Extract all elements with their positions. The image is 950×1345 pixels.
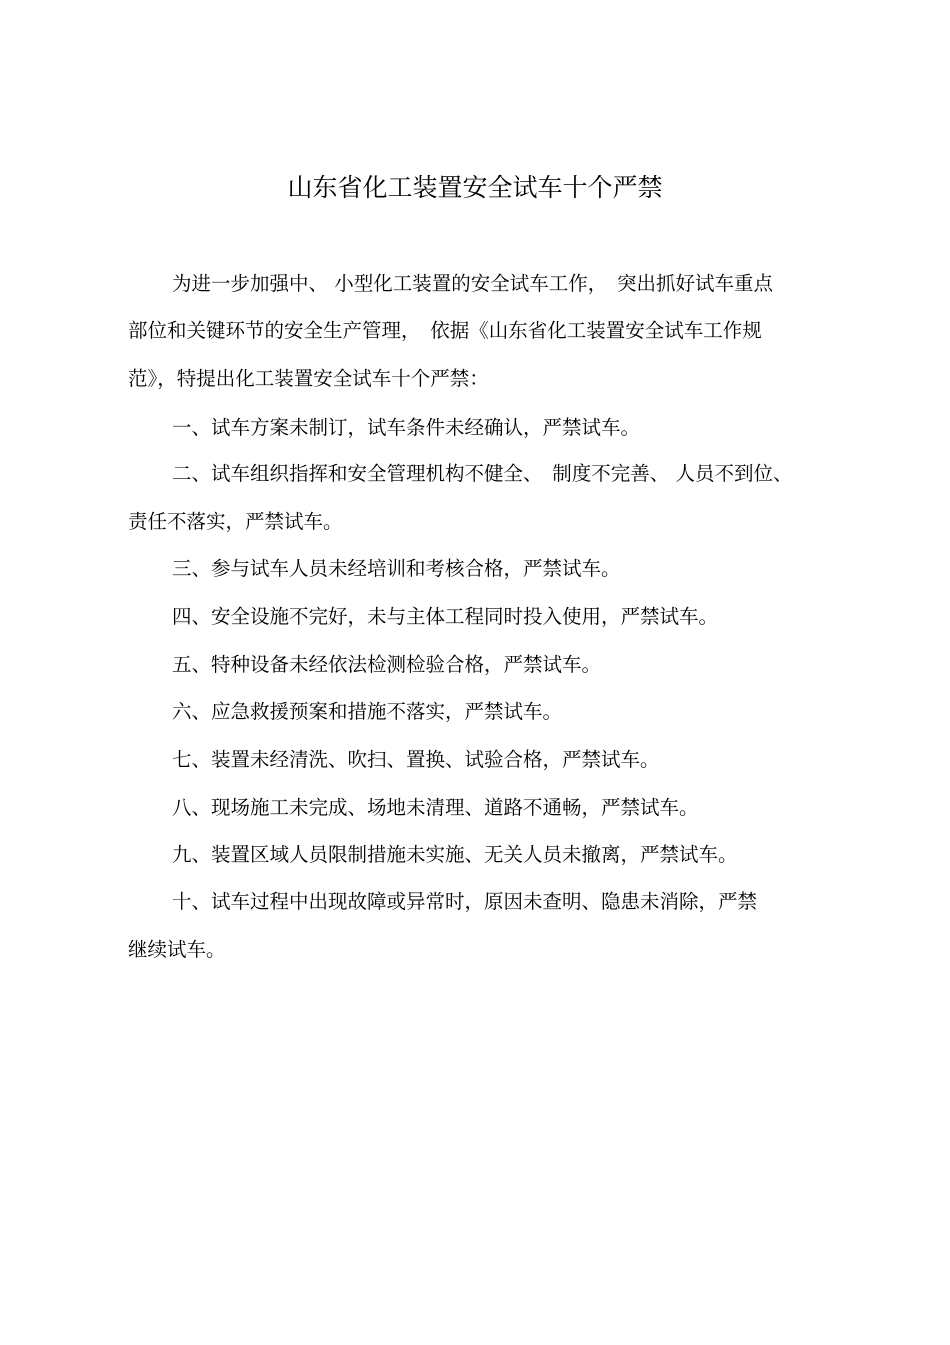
rule-item-5: 五、特种设备未经依法检测检验合格，严禁试车。 bbox=[172, 653, 602, 676]
rule-item-1: 一、试车方案未制订，试车条件未经确认，严禁试车。 bbox=[172, 416, 641, 439]
intro-line-2: 部位和关键环节的安全生产管理， 依据《山东省化工装置安全试车工作规 bbox=[128, 319, 762, 342]
rule-item-8: 八、现场施工未完成、场地未清理、道路不通畅，严禁试车。 bbox=[172, 796, 699, 819]
rule-item-3: 三、参与试车人员未经培训和考核合格，严禁试车。 bbox=[172, 557, 621, 580]
rule-item-10: 十、试车过程中出现故障或异常时，原因未查明、隐患未消除，严禁 bbox=[172, 890, 758, 913]
rule-item-6: 六、应急救援预案和措施不落实，严禁试车。 bbox=[172, 700, 563, 723]
rule-item-2: 二、试车组织指挥和安全管理机构不健全、 制度不完善、 人员不到位、 bbox=[172, 462, 793, 485]
rule-item-7: 七、装置未经清洗、吹扫、置换、试验合格，严禁试车。 bbox=[172, 748, 660, 771]
rule-item-9: 九、装置区域人员限制措施未实施、无关人员未撤离，严禁试车。 bbox=[172, 843, 738, 866]
rule-item-4: 四、安全设施不完好，未与主体工程同时投入使用，严禁试车。 bbox=[172, 605, 719, 628]
rule-item-10-continued: 继续试车。 bbox=[128, 938, 226, 961]
document-title: 山东省化工装置安全试车十个严禁 bbox=[287, 173, 663, 202]
intro-line-1: 为进一步加强中、 小型化工装置的安全试车工作， 突出抓好试车重点 bbox=[172, 272, 773, 295]
intro-line-3: 范》，特提出化工装置安全试车十个严禁： bbox=[128, 367, 489, 390]
rule-item-2-continued: 责任不落实，严禁试车。 bbox=[128, 510, 343, 533]
